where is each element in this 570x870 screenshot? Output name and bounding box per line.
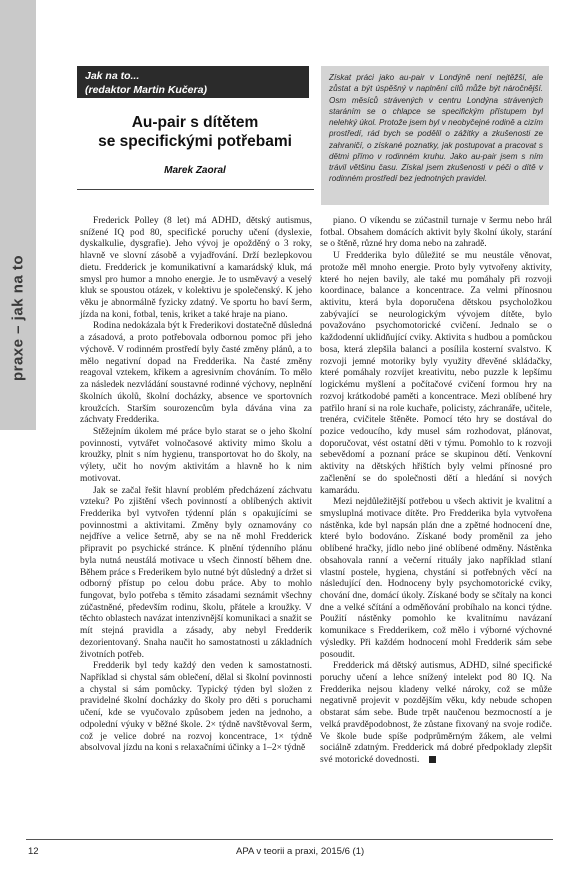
body-paragraph-last [320, 661, 552, 766]
article-author: Marek Zaoral [164, 165, 226, 176]
body-paragraph: U Fredderika bylo důležité se mu neustále věnovat, protože měl mnoho energie. Proto byly vytvořeny aktivity, které ho nejen bavily, ale také mu pomáhaly při rozvoji koordinace, balance a koncentrace. Za velmi přínosnou aktivitu, která byla doporučena dětskou psycholožkou zabývající se neurologickým vývojem dítěte, bylo považováno psychomotorické cvičení. Jednalo se o každodenní uklidňující cviky. Aktivita s hudbou a pomůckou bosa, která zlepšila balanci a posílila kosterní svalstvo. K rozvoji jemné motoriky byly využity dřevěné skládačky, které pomáhaly rozvíjet kreativitu, nebo puzzle k lepšímu logickému myšlení a počítačové cvičení formou hry na rozvoj krátkodobé paměti a koncentrace. Mezi oblíbené hry patřilo hraní si na role kuchaře, policisty, záchranáře, učitele, trenéra, cvičitele štěněte. Pomocí této hry se dostával do pozice vedoucího, kdy musel sám rozhodovat, plánovat, doporučovat, vést ostatní děti v týmu. Pomohlo to k rozvoji sebevědomí a poznaní práce se skupinou dětí. Venkovní aktivity na dětských hřištích byly velmi přínosné pro začlenění se do společnosti dětí a hledání si nových kamarádu. [320, 251, 552, 496]
journal-citation: APA v teorii a praxi, 2015/6 (1) [236, 846, 365, 857]
end-of-article-mark [429, 756, 436, 763]
body-paragraph: Stěžejním úkolem mé práce bylo starat se o jeho školní povinnosti, vytvářet volnočasové aktivity mimo školu a kroužky, plnit s ním hygienu, transportovat ho do školy, na výlety, učit ho novým aktivitám a hlavně ho k nim motivovat. [80, 426, 312, 484]
body-paragraph: Frederick Polley (8 let) má ADHD, dětský autismus, snížené IQ pod 80, specifické poruchy učení (dyslexie, dyskalkulie, dysgrafie). Jeho vývoj je opožděný o 3 roky, hlavně ve slovní zásobě a vyjadřování. Drží bezlepkovou dietu. Fredderick je komunikativní a kamarádský kluk, má smysl pro humor a mnoho energie. Je to usměvavý a veselý kluk se spoustou otázek, v kolektivu je společenský. K jeho věku je abnormálně fyzicky zdatný. Ve sportu ho baví šerm, jízda na koni, fotbal, tenis, kriket a také hraje na piano. [80, 216, 312, 320]
series-editor: (redaktor Martin Kučera) [85, 84, 207, 96]
section-sidebar-tab [0, 0, 36, 430]
body-paragraph: Fredderik byl tedy každý den veden k samostatnosti. Například si chystal sám oblečení, dělal si školní povinnosti a chystal si sám pomůcky. Typický týden byl složen z pravidelné školní docházky do školy pro děti s poruchami učení, kde se vyučovalo způsobem jeden na jednoho, a odpolední výuky v běžné škole. 2× týdně navštěvoval šerm, což je velice dobré na rozvoj koncentrace, 1× týdně absolvoval jízdu na koni s relaxačními účinky a 1–2× týdně [80, 661, 312, 754]
body-paragraph: piano. O víkendu se zúčastnil turnaje v šermu nebo hrál fotbal. Obsahem domácích aktivit byly školní úkoly, starání se o štěně, různé hry doma nebo na zahradě. [320, 216, 552, 250]
body-paragraph-text: Fredderick má dětský autismus, ADHD, silné specifické poruchy učení a lehce snížený intelekt pod 80 IQ. Na Fredderika nejsou kladeny velké nároky, což se může negativně projevit v pozdějším věku, kdy nebude schopen obstarat sám sebe. Bude trpět naučenou bezmocností a je velká pravděpodobnost, že zůstane fixovaný na svoje rodiče. Ve škole bude spíše podprůměrným žákem, ale velmi sociálně zdatným. Fredderick má dobré předpoklady zlepšit své motorické dovednosti. [320, 661, 552, 766]
body-paragraph: Mezi nejdůležitější potřebou u všech aktivit je kvalitní a smysluplná motivace dítěte. Pro Fredderika byla vytvořena nástěnka, kde byl napsán plán dne a zpětné hodnocení dne, které bylo bodováno. Získané body proměnil za jeho oblíbené hračky, jídlo nebo jiné oblíbené odměny. Nástěnka obsahovala ranní a večerní rituály jako například stlaní vlastní postele, hygiena, chystání si potřebných věcí na následující den. Hodnoceny byly psychomotorické cviky, chování dne, domácí úkoly. Získané body se sčítaly na konci dne a velké sčítání a odměňování probíhalo na konci týdne. Použití nástěnky pomohlo ke kvalitnímu navázaní komunikace s Fredderikem, což mělo i výborné výchovné výsledky. Při každém hodnocení mohl Fredderik sám sebe posoudit. [320, 497, 552, 660]
section-label: praxe – jak na to [9, 254, 27, 382]
footer-rule [26, 839, 553, 840]
abstract-text: Získat práci jako au-pair v Londýně není nejtěžší, ale zůstat a být úspěšný v naplnění cílů může být náročnější. Osm měsíců strávených v centru Londýna strávených staráním se o chlapce se specifickým přístupem byl nelehký úkol. Protože jsem byl v neobyčejné rodině a cizím prostředí, rád bych se podělil o zážitky a zkušenosti ze zahraničí, o získané poznatky, jak postupovat a pracovat s dětmi přímo v rodinném kruhu. Jako au-pair jsem s ním trávil většinu času. Získal jsem zkušenosti v péči o dítě v rodinném prostředí bez jednotných pravidel. [329, 73, 543, 184]
series-header-bar [77, 66, 309, 98]
header-divider [77, 189, 314, 190]
article-title-line-1: Au-pair s dítětem [131, 114, 259, 131]
article-title [77, 113, 313, 151]
body-column-left [80, 216, 312, 755]
body-paragraph: Jak se začal řešit hlavní problém předcházení záchvatu vzteku? Po zjištění všech povinností a oblíbených aktivit Fredderika byl vytvořen týdenní plán s opakujícími se povinnostmi a aktivitami. Změny byly oznamovány co nejdříve a velice šetrně, aby se na ně mohl Fredderick připravit po psychické stránce. K plnění týdenního plánu byla nutná neustálá motivace u všech činností během dne. Během práce s Frederikem bylo nutné být důsledný a držet si odborný přístup po celou dobu práce. Aby to mohlo fungovat, bylo potřeba s těmito zásadami seznámit všechny zúčastněné, především rodinu, školu, přátele a kroužky. V těchto oblastech navázat intenzivnější komunikaci a snažit se mít stejná pravidla a zásady, aby nebyl Fredderik dezorientovaný. Snaha naučit ho samostatnosti u základních životních potřeb. [80, 485, 312, 660]
abstract-box [321, 66, 549, 205]
body-paragraph: Rodina nedokázala být k Frederikovi dostatečně důsledná a zásadová, a proto potřebovala odbornou pomoc při jeho výchově. V rodinném prostředí byly časté změny plánů, a to mělo negativní dopad na Fredderika. Na časté změny reagoval vztekem, křikem a agresivním chováním. To mělo za následek nezvládání soustavné rodinné výchovy, neplnění školních úkolů, školní docházky, absence ve sportovních kroužcích. Starším sourozencům byla dávána vina za záchvaty Fredderika. [80, 321, 312, 426]
page-number: 12 [28, 846, 39, 857]
article-title-line-2: se specifickými potřebami [98, 133, 292, 150]
series-title: Jak na to... [85, 70, 140, 82]
body-column-right [320, 216, 552, 767]
